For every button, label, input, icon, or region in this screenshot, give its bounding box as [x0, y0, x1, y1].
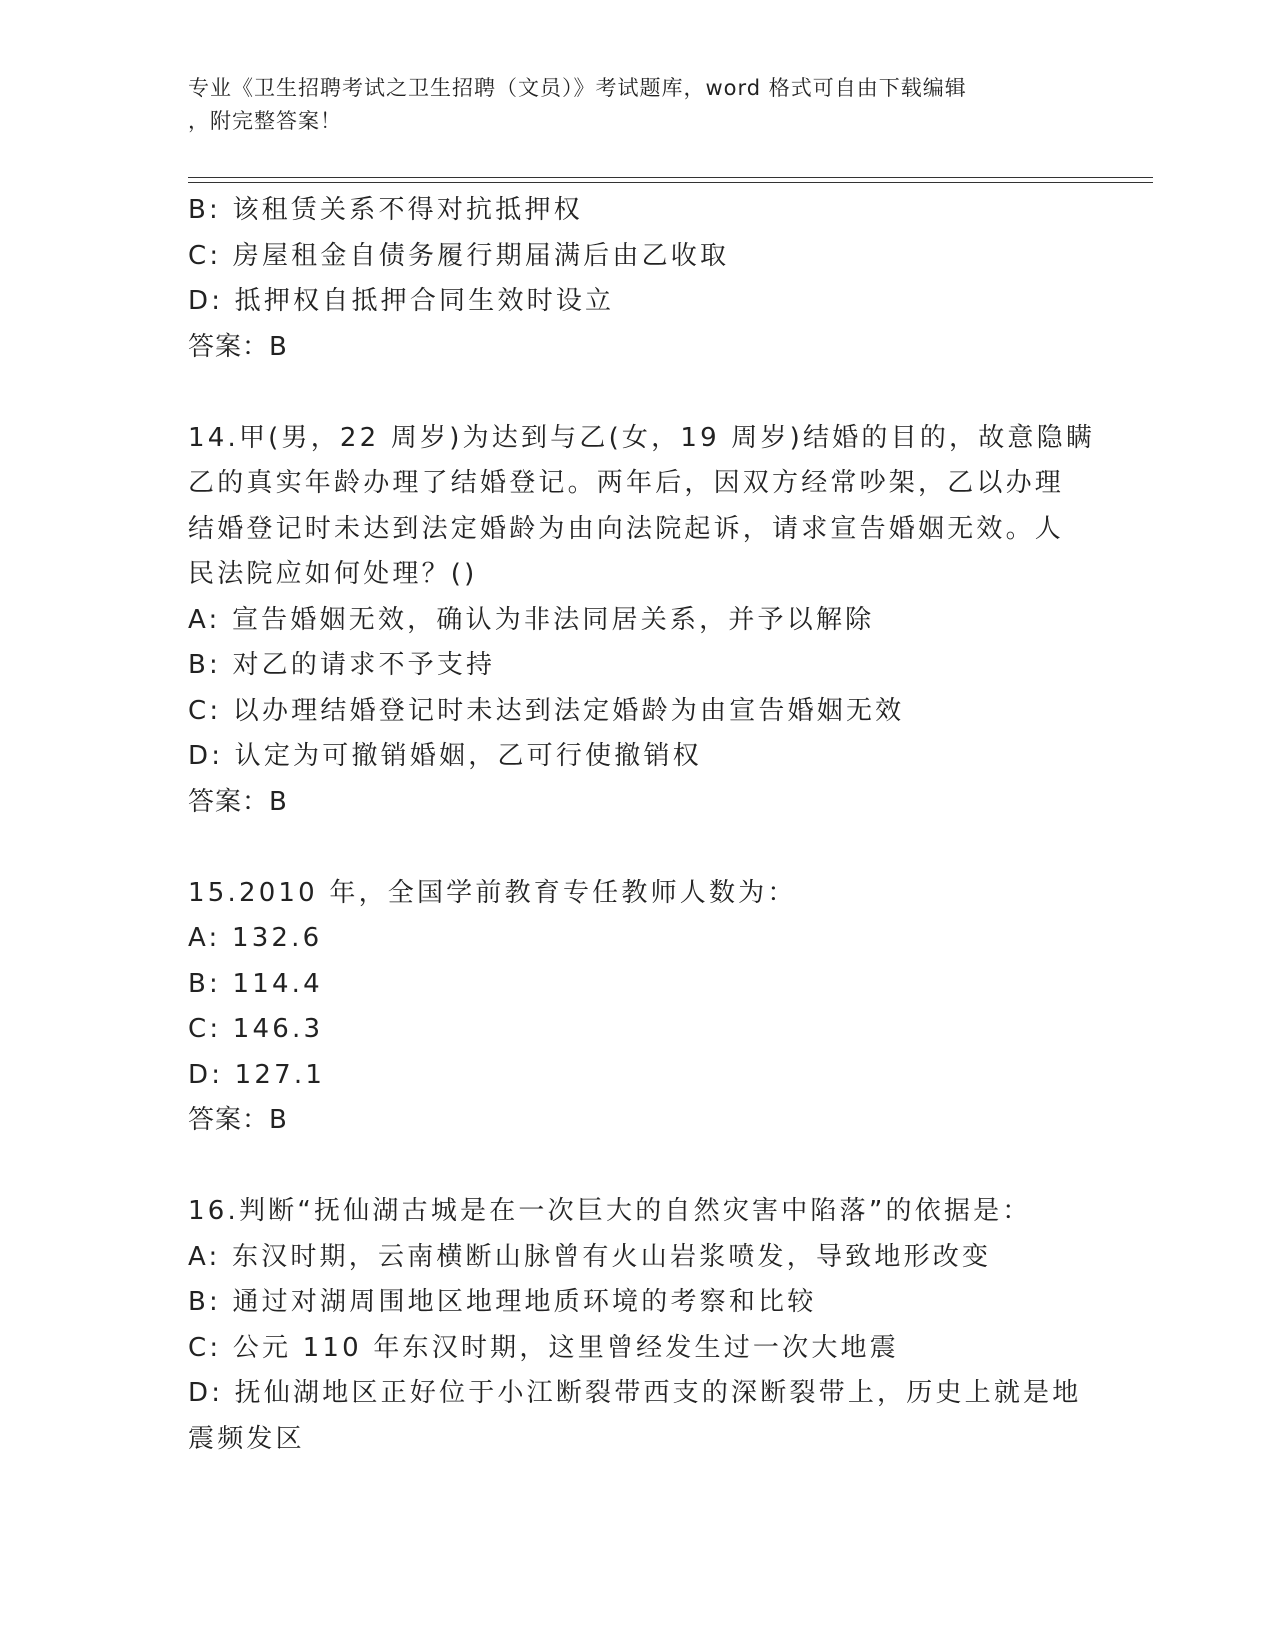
answer-line: 答案：B	[188, 786, 288, 817]
option-d: D: 抚仙湖地区正好位于小江断裂带西支的深断裂带上，历史上就是地	[188, 1378, 1082, 1408]
option-d: D: 抵押权自抵押合同生效时设立	[188, 286, 615, 316]
answer-line: 答案：B	[188, 1105, 288, 1135]
option-a: A: 东汉时期，云南横断山脉曾有火山岩浆喷发，导致地形改变	[188, 1241, 992, 1272]
option-b: B: 114.4	[188, 968, 323, 999]
option-d-continued: 震频发区	[188, 1423, 305, 1454]
option-b: B: 通过对湖周围地区地理地质环境的考察和比较	[188, 1287, 817, 1317]
option-c: C: 公元 110 年东汉时期，这里曾经发生过一次大地震	[188, 1332, 899, 1363]
question-text-line: 结婚登记时未达到法定婚龄为由向法院起诉，请求宣告婚姻无效。人	[188, 513, 1065, 544]
spacer	[188, 825, 1088, 871]
spacer	[188, 1144, 1088, 1190]
document-body	[188, 188, 1096, 1462]
option-c: C: 以办理结婚登记时未达到法定婚龄为由宣告婚姻无效	[188, 695, 905, 726]
question-16	[188, 1189, 1088, 1462]
header-line-2: ，附完整答案！	[188, 109, 342, 133]
question-text-line: 乙的真实年龄办理了结婚登记。两年后，因双方经常吵架，乙以办理	[188, 468, 1065, 498]
option-a: A: 132.6	[188, 923, 323, 953]
question-text-line: 15.2010 年，全国学前教育专任教师人数为：	[188, 877, 797, 908]
question-14	[188, 416, 1096, 826]
question-text-line: 14.甲(男，22 周岁)为达到与乙(女，19 周岁)结婚的目的，故意隐瞒	[188, 422, 1096, 453]
option-c: C: 146.3	[188, 1014, 324, 1044]
spacer	[188, 370, 1088, 416]
question-text-line: 民法院应如何处理？()	[188, 559, 478, 589]
question-text-line: 16.判断“抚仙湖古城是在一次巨大的自然灾害中陷落”的依据是：	[188, 1196, 1032, 1226]
header-line-1: 专业《卫生招聘考试之卫生招聘（文员）》考试题库，word 格式可自由下载编辑	[188, 76, 967, 100]
option-b: B: 对乙的请求不予支持	[188, 650, 496, 680]
option-d: D: 127.1	[188, 1059, 326, 1090]
option-a: A: 宣告婚姻无效，确认为非法同居关系，并予以解除	[188, 604, 875, 635]
header-rule-top	[188, 177, 1153, 178]
option-b: B: 该租赁关系不得对抗抵押权	[188, 195, 583, 225]
question-13-tail	[188, 188, 1088, 370]
header-rule-bottom	[188, 182, 1153, 183]
question-15	[188, 871, 1088, 1144]
document-header	[188, 72, 1068, 138]
option-c: C: 房屋租金自债务履行期届满后由乙收取	[188, 240, 730, 271]
answer-line: 答案：B	[188, 331, 288, 362]
option-d: D: 认定为可撤销婚姻，乙可行使撤销权	[188, 741, 702, 771]
